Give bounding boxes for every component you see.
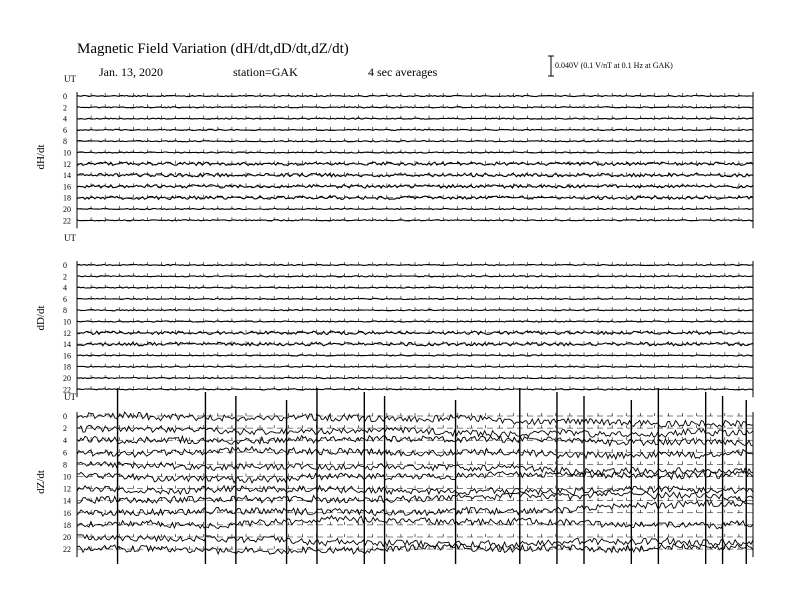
hour-tick-label: 20 [63, 205, 71, 214]
scale-label: 0.040V (0.1 V/nT at 0.1 Hz at GAK) [555, 61, 673, 70]
hour-tick-label: 0 [63, 412, 67, 421]
trace-line [77, 321, 753, 322]
hour-tick-label: 2 [63, 424, 67, 434]
station-label: station=GAK [233, 65, 298, 79]
hour-tick-label: 22 [63, 385, 71, 395]
hour-tick-label: 22 [63, 216, 71, 226]
panel-dD-dt [35, 233, 753, 397]
ut-label: UT [64, 74, 76, 84]
hour-tick-label: 22 [63, 545, 71, 555]
hour-tick-label: 2 [63, 103, 67, 113]
trace-line [77, 118, 753, 119]
chart-title: Magnetic Field Variation (dH/dt,dD/dt,dZ/dt) [77, 41, 349, 57]
trace-line [77, 298, 753, 299]
hour-tick-label: 4 [63, 436, 67, 446]
hour-tick-label: 8 [63, 137, 67, 147]
trace-line [77, 491, 753, 504]
y-axis-label: dZ/dt [35, 470, 47, 494]
y-axis-label: dD/dt [35, 305, 47, 331]
hour-tick-label: 14 [63, 340, 71, 350]
trace-line [77, 95, 753, 96]
hour-tick-label: 16 [63, 508, 71, 518]
hour-tick-label: 0 [63, 261, 67, 270]
date-label: Jan. 13, 2020 [99, 65, 163, 79]
trace-line [77, 129, 753, 130]
trace-line [77, 276, 753, 277]
hour-tick-label: 6 [63, 125, 67, 135]
panels [35, 74, 753, 564]
hour-tick-label: 6 [63, 294, 67, 304]
hour-tick-label: 12 [63, 484, 71, 494]
hour-tick-label: 4 [63, 283, 67, 293]
trace-line [77, 141, 753, 142]
hour-tick-label: 18 [63, 193, 71, 203]
y-axis-label: dH/dt [35, 144, 47, 170]
hour-tick-label: 8 [63, 306, 67, 316]
trace-line [77, 436, 753, 446]
hour-tick-label: 2 [63, 272, 67, 282]
hour-tick-label: 8 [63, 460, 67, 470]
scale-bar [548, 56, 673, 76]
hour-tick-label: 18 [63, 362, 71, 372]
hour-tick-label: 20 [63, 374, 71, 383]
panel-dH-dt [35, 74, 753, 228]
ut-label: UT [64, 392, 76, 402]
trace-line [77, 377, 753, 378]
hour-tick-label: 20 [63, 533, 71, 542]
hour-tick-label: 16 [63, 182, 71, 192]
hour-tick-label: 0 [63, 92, 67, 101]
hour-tick-label: 12 [63, 328, 71, 338]
hour-tick-label: 14 [63, 496, 71, 506]
trace-line [77, 447, 753, 459]
ut-label: UT [64, 233, 76, 243]
hour-tick-label: 10 [63, 148, 71, 158]
hour-tick-label: 10 [63, 317, 71, 327]
hour-tick-label: 4 [63, 114, 67, 124]
trace-line [77, 471, 753, 483]
hour-tick-label: 10 [63, 472, 71, 482]
hour-tick-label: 18 [63, 520, 71, 530]
trace-line [77, 355, 753, 356]
hour-tick-label: 16 [63, 351, 71, 361]
trace-line [77, 544, 753, 555]
trace-line [77, 366, 753, 367]
panel-dZ-dt [35, 388, 753, 564]
trace-line [77, 152, 753, 153]
trace-line [77, 220, 753, 221]
hour-tick-label: 14 [63, 171, 71, 181]
hour-tick-label: 6 [63, 448, 67, 458]
hour-tick-label: 12 [63, 159, 71, 169]
averaging-label: 4 sec averages [368, 65, 438, 79]
